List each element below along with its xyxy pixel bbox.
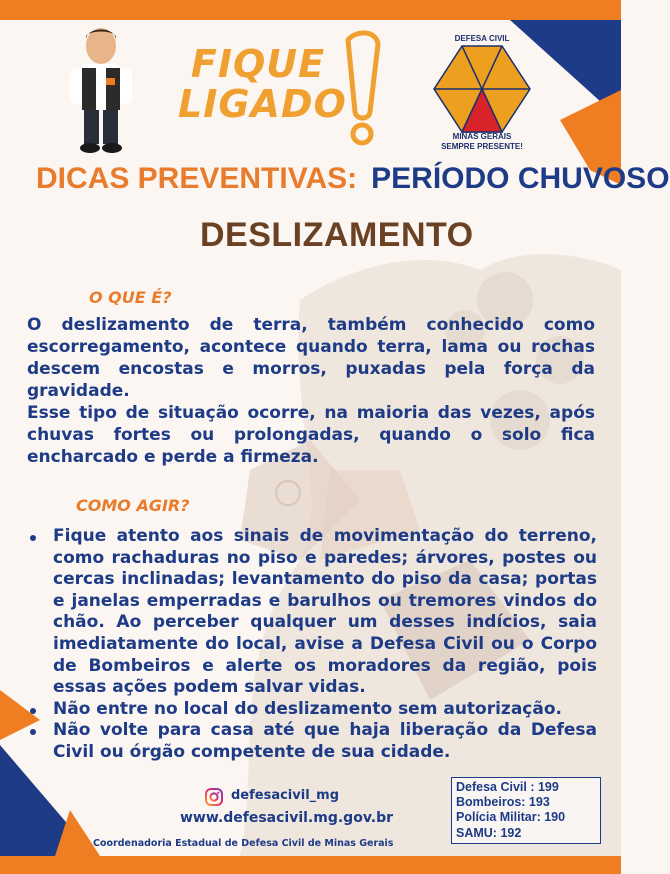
stay-alert-line2: LIGADO [178, 82, 347, 126]
list-item-text: Não entre no local do deslizamento sem autorização. [53, 698, 562, 719]
headline-rainy-season: PERÍODO CHUVOSO [371, 162, 670, 195]
how-to-act-list [27, 526, 597, 764]
defesa-civil-logo-icon [432, 44, 532, 134]
what-is-text [27, 314, 595, 468]
phone-firefighters: Bombeiros: 193 [456, 795, 550, 810]
civil-defense-agent-mascot [66, 26, 136, 154]
footer-organization: Coordenadoria Estadual de Defesa Civil de Minas Gerais [93, 838, 394, 849]
instagram-icon [205, 788, 223, 806]
list-item [27, 720, 597, 763]
instagram-handle[interactable]: defesacivil_mg [231, 788, 340, 803]
logo-bottom-line1: MINAS GERAIS [452, 132, 512, 141]
logo-bottom-text [432, 132, 532, 152]
list-item-text: Não volte para casa até que haja liberação da Defesa Civil ou órgão competente de sua cidade. [53, 720, 597, 762]
phone-samu: SAMU: 192 [456, 825, 522, 840]
list-item [27, 699, 597, 721]
stay-alert-line1: FIQUE [190, 42, 326, 86]
bullet-icon [30, 708, 36, 714]
phone-civil-defense: Defesa Civil : 199 [456, 780, 559, 794]
emergency-phones-box [451, 777, 601, 844]
how-to-act-heading: COMO AGIR? [76, 496, 190, 515]
logo-bottom-line2: SEMPRE PRESENTE! [441, 142, 523, 151]
phone-military-police: Polícia Militar: 190 [456, 810, 566, 825]
what-is-heading: O QUE É? [89, 288, 172, 307]
bullet-icon [30, 535, 36, 541]
headline-tips: DICAS PREVENTIVAS: [36, 162, 358, 195]
list-item [27, 526, 597, 699]
website-link[interactable]: www.defesacivil.mg.gov.br [180, 810, 394, 826]
exclamation-mark-icon [336, 32, 386, 148]
headline [36, 162, 670, 196]
bottom-orange-bar [0, 856, 621, 874]
page-title: DESLIZAMENTO [200, 216, 474, 254]
list-item-text: Fique atento aos sinais de movimentação do terreno, como rachaduras no piso e paredes; árvores, postes ou cercas inclinadas; levantamento do piso da casa; portas e janelas emperradas e barulhos ou tremores vindos do chão. Ao perceber qualquer um desses indícios, saia imediatamente do local, avise a Defesa Civil ou o Corpo de Bombeiros e alerte os moradores da região, pois essas ações podem salvar vidas. [53, 526, 597, 698]
logo-top-text: DEFESA CIVIL [454, 34, 510, 43]
bullet-icon [30, 729, 36, 735]
stay-alert-title [178, 42, 347, 126]
what-is-paragraph-2: Esse tipo de situação ocorre, na maioria das vezes, após chuvas fortes ou prolongadas, quando o solo fica encharcado e perde a firmeza. [27, 403, 595, 467]
what-is-paragraph-1: O deslizamento de terra, também conhecido como escorregamento, acontece quando terra, lama ou rochas descem encostas e morros, puxadas pela força da gravidade. [27, 315, 595, 401]
